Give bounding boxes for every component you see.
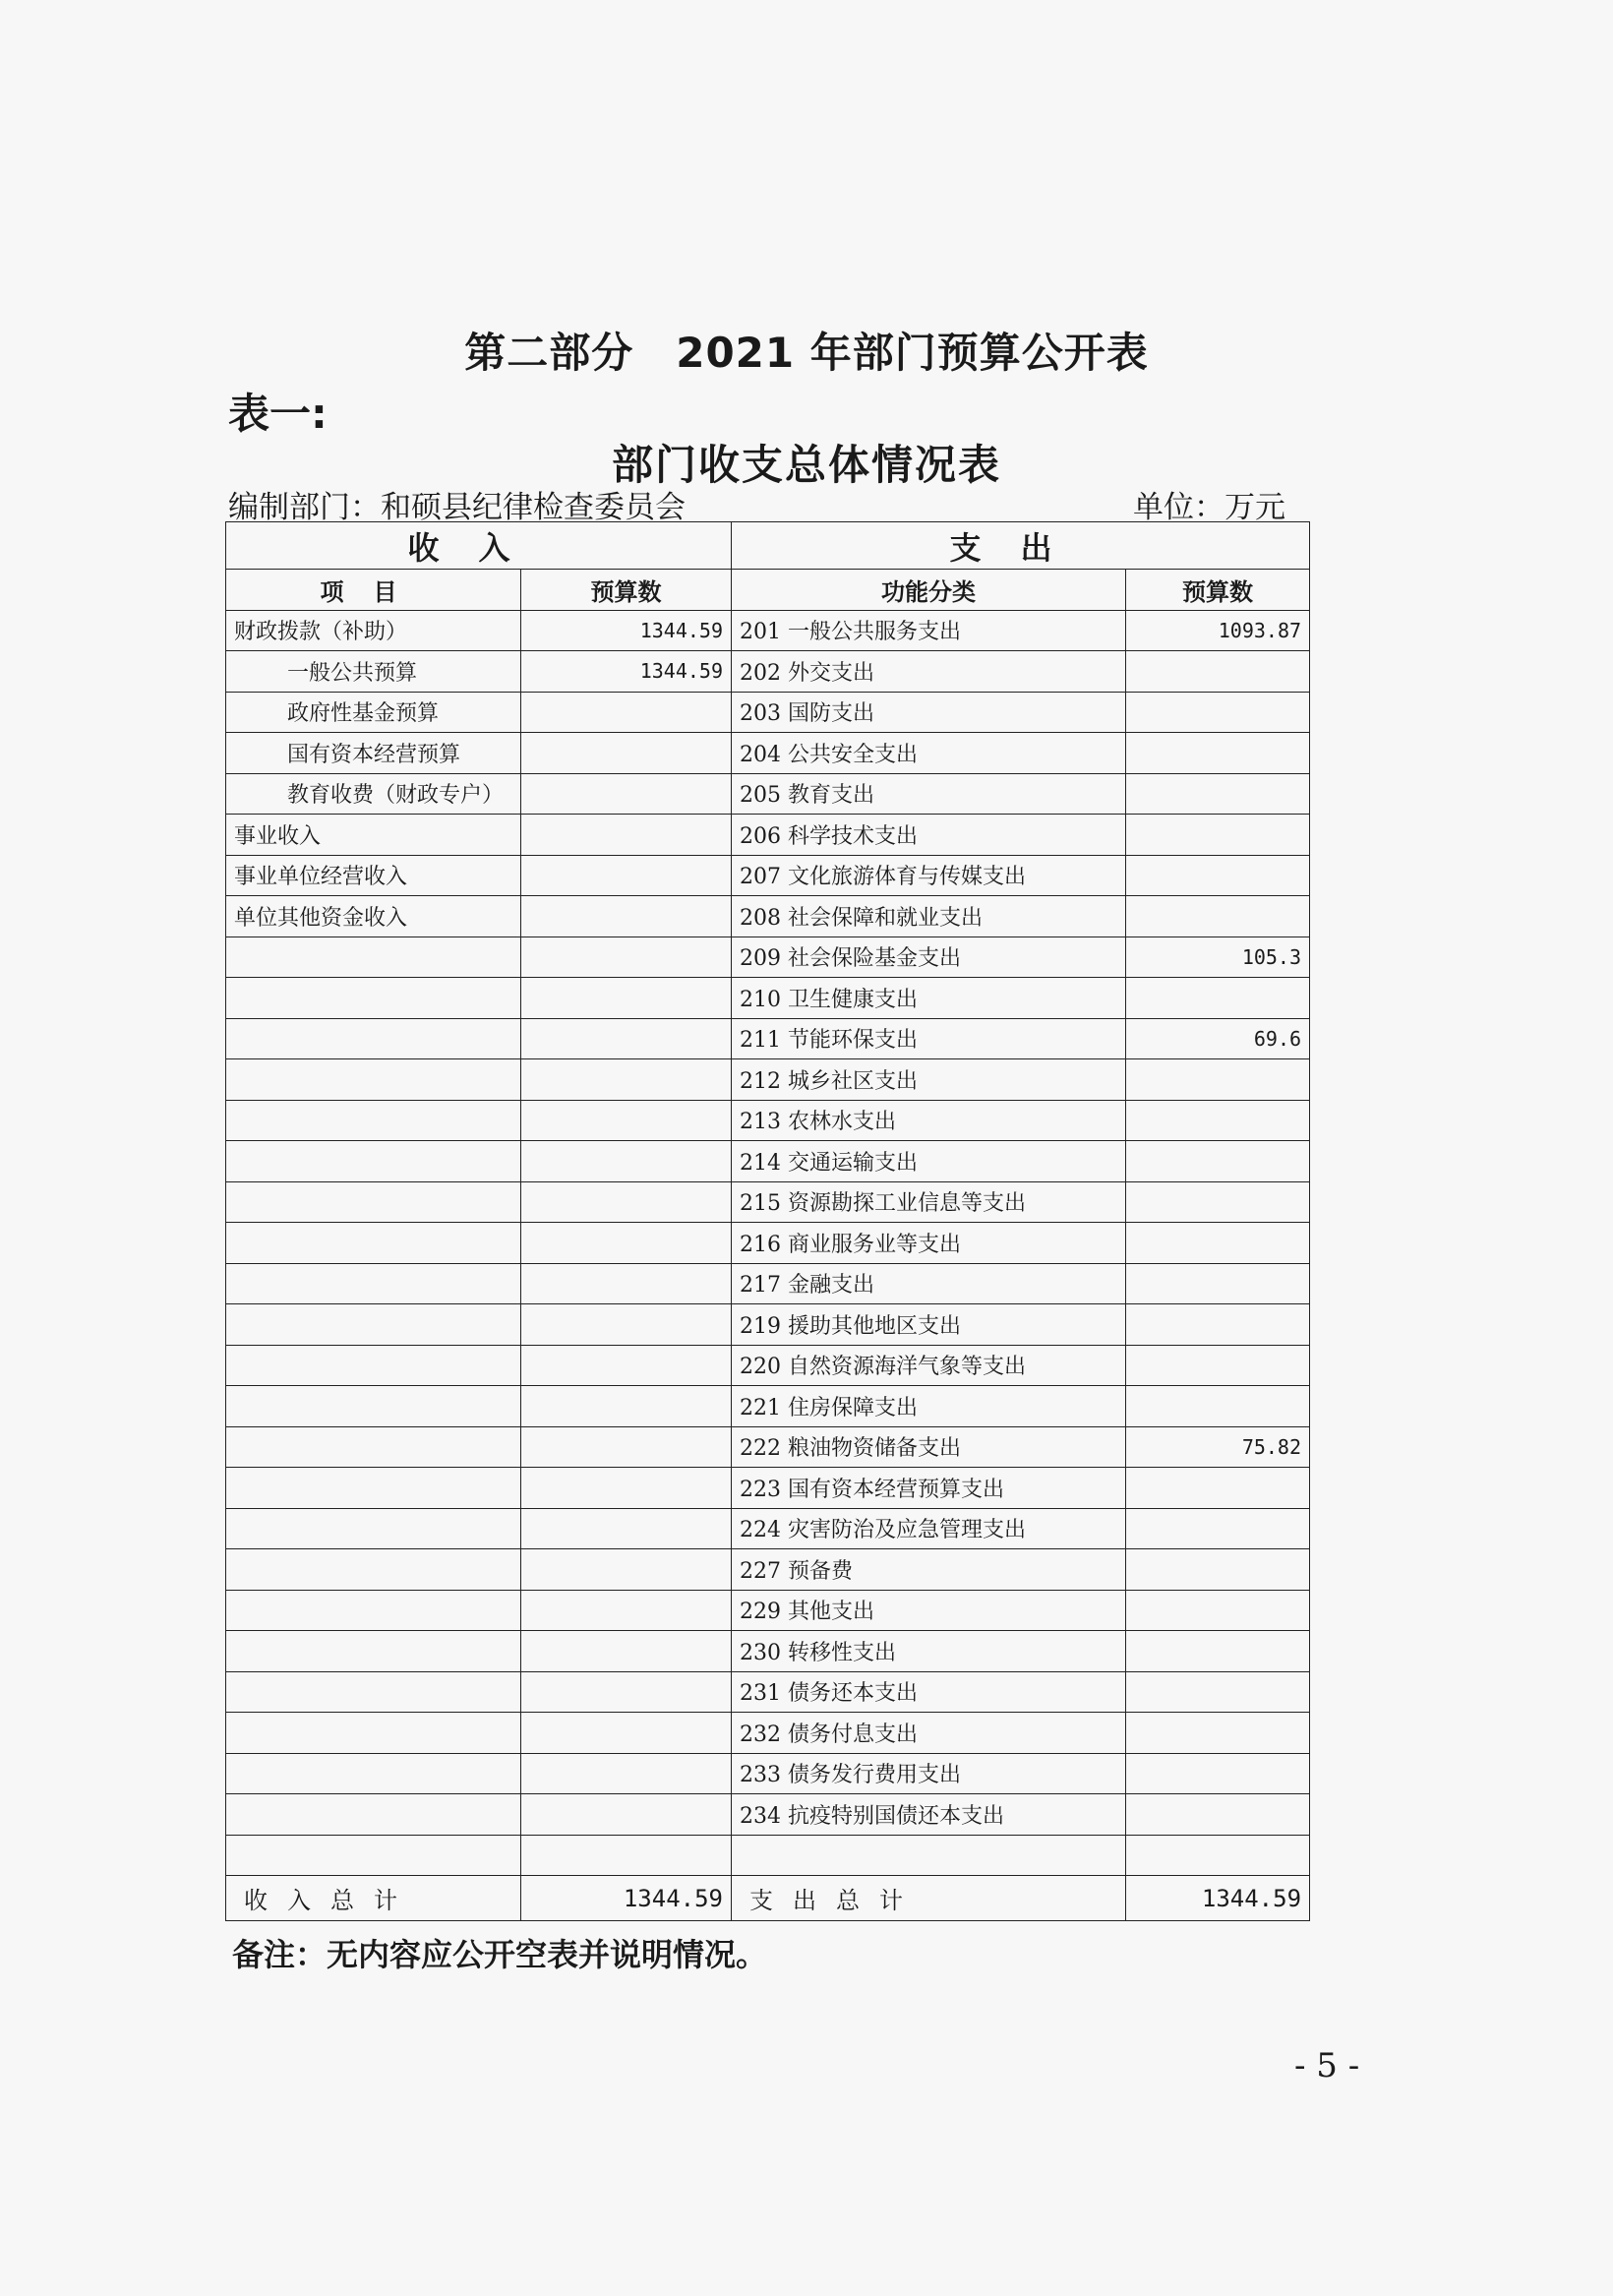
expense-amount-cell	[1126, 1059, 1310, 1101]
expense-amount-cell	[1126, 815, 1310, 856]
income-amount-cell: 1344.59	[521, 651, 732, 693]
table-row	[226, 815, 1310, 856]
expense-item-cell: 224 灾害防治及应急管理支出	[732, 1508, 1126, 1549]
expense-item-cell: 227 预备费	[732, 1549, 1126, 1591]
income-amount-cell	[521, 1141, 732, 1182]
income-amount-cell	[521, 1508, 732, 1549]
table-title: 部门收支总体情况表	[611, 441, 1001, 489]
income-amount-cell	[521, 1426, 732, 1468]
income-amount-cell	[521, 978, 732, 1019]
income-amount-cell	[521, 1671, 732, 1713]
footnote: 备注：无内容应公开空表并说明情况。	[232, 1936, 768, 1973]
income-item-cell	[226, 1468, 521, 1509]
table-row	[226, 1671, 1310, 1713]
income-item-cell: 国有资本经营预算	[226, 733, 521, 774]
expense-amount-cell	[1126, 1508, 1310, 1549]
income-amount-cell	[521, 773, 732, 815]
expense-item-cell: 230 转移性支出	[732, 1631, 1126, 1672]
expense-amount-cell	[1126, 896, 1310, 937]
expense-item-cell: 204 公共安全支出	[732, 733, 1126, 774]
income-amount-cell	[521, 896, 732, 937]
expense-amount-cell	[1126, 855, 1310, 896]
table-row	[226, 1018, 1310, 1059]
page-title: 第二部分 2021 年部门预算公开表	[464, 329, 1149, 377]
income-amount-cell	[521, 1794, 732, 1836]
income-item-cell	[226, 1141, 521, 1182]
income-amount-cell: 1344.59	[521, 610, 732, 651]
table-row	[226, 855, 1310, 896]
expense-amount-cell	[1126, 978, 1310, 1019]
income-amount-cell	[521, 692, 732, 733]
income-amount-cell	[521, 937, 732, 978]
expense-amount-cell: 1093.87	[1126, 610, 1310, 651]
col-header-budget-expense: 预算数	[1126, 570, 1310, 611]
income-amount-cell	[521, 1223, 732, 1264]
table-row	[226, 1223, 1310, 1264]
expense-total-label: 支出总计	[732, 1876, 1126, 1921]
income-item-cell: 一般公共预算	[226, 651, 521, 693]
income-item-cell	[226, 1794, 521, 1836]
table-row	[226, 1794, 1310, 1836]
col-header-item: 项目	[226, 570, 521, 611]
expense-amount-cell	[1126, 1345, 1310, 1386]
income-amount-cell	[521, 1263, 732, 1304]
expense-item-cell: 209 社会保险基金支出	[732, 937, 1126, 978]
expense-total-amount: 1344.59	[1126, 1876, 1310, 1921]
table-row	[226, 1590, 1310, 1631]
income-item-cell: 事业单位经营收入	[226, 855, 521, 896]
income-amount-cell	[521, 1181, 732, 1223]
income-total-amount: 1344.59	[521, 1876, 732, 1921]
table-row	[226, 1100, 1310, 1141]
table-row	[226, 1508, 1310, 1549]
income-item-cell	[226, 1508, 521, 1549]
income-amount-cell	[521, 1631, 732, 1672]
income-amount-cell	[521, 855, 732, 896]
expense-amount-cell	[1126, 1631, 1310, 1672]
income-item-cell	[226, 1223, 521, 1264]
col-header-budget: 预算数	[521, 570, 732, 611]
expense-item-cell: 216 商业服务业等支出	[732, 1223, 1126, 1264]
expense-item-cell: 205 教育支出	[732, 773, 1126, 815]
page-number: - 5 -	[1294, 2046, 1360, 2085]
income-amount-cell	[521, 1018, 732, 1059]
income-item-cell	[226, 1181, 521, 1223]
income-item-cell	[226, 1345, 521, 1386]
expense-item-cell: 233 债务发行费用支出	[732, 1753, 1126, 1794]
income-item-cell	[226, 1713, 521, 1754]
expense-section-header: 支出	[732, 522, 1310, 570]
income-amount-cell	[521, 1753, 732, 1794]
income-item-cell: 教育收费（财政专户）	[226, 773, 521, 815]
income-amount-cell	[521, 1386, 732, 1427]
income-item-cell	[226, 1753, 521, 1794]
income-item-cell: 财政拨款（补助）	[226, 610, 521, 651]
expense-amount-cell	[1126, 651, 1310, 693]
expense-item-cell	[732, 1835, 1126, 1876]
expense-amount-cell	[1126, 1223, 1310, 1264]
expense-item-cell: 217 金融支出	[732, 1263, 1126, 1304]
expense-item-cell: 207 文化旅游体育与传媒支出	[732, 855, 1126, 896]
income-item-cell: 事业收入	[226, 815, 521, 856]
expense-item-cell: 214 交通运输支出	[732, 1141, 1126, 1182]
expense-item-cell: 202 外交支出	[732, 651, 1126, 693]
table-row	[226, 937, 1310, 978]
table-row	[226, 610, 1310, 651]
income-amount-cell	[521, 1590, 732, 1631]
income-item-cell	[226, 1549, 521, 1591]
income-amount-cell	[521, 1059, 732, 1101]
income-total-label: 收入总计	[226, 1876, 521, 1921]
income-amount-cell	[521, 1304, 732, 1346]
income-item-cell	[226, 1263, 521, 1304]
income-item-cell	[226, 1304, 521, 1346]
expense-amount-cell	[1126, 733, 1310, 774]
section-header-row	[226, 522, 1310, 570]
table-row	[226, 1835, 1310, 1876]
income-item-cell: 政府性基金预算	[226, 692, 521, 733]
expense-amount-cell	[1126, 1590, 1310, 1631]
table-row	[226, 692, 1310, 733]
table-row	[226, 896, 1310, 937]
expense-item-cell: 229 其他支出	[732, 1590, 1126, 1631]
income-item-cell	[226, 1018, 521, 1059]
table-row	[226, 1059, 1310, 1101]
expense-amount-cell	[1126, 1549, 1310, 1591]
expense-item-cell: 222 粮油物资储备支出	[732, 1426, 1126, 1468]
expense-item-cell: 234 抗疫特别国债还本支出	[732, 1794, 1126, 1836]
table-row	[226, 1304, 1310, 1346]
budget-table	[225, 521, 1310, 1921]
income-amount-cell	[521, 1100, 732, 1141]
table-label: 表一:	[228, 390, 328, 438]
income-amount-cell	[521, 815, 732, 856]
expense-amount-cell	[1126, 1263, 1310, 1304]
income-item-cell	[226, 1386, 521, 1427]
table-row	[226, 1549, 1310, 1591]
col-header-function: 功能分类	[732, 570, 1126, 611]
expense-item-cell: 208 社会保障和就业支出	[732, 896, 1126, 937]
expense-amount-cell	[1126, 1671, 1310, 1713]
expense-amount-cell	[1126, 1794, 1310, 1836]
expense-amount-cell	[1126, 1835, 1310, 1876]
column-header-row	[226, 570, 1310, 611]
table-row	[226, 1345, 1310, 1386]
income-item-cell	[226, 937, 521, 978]
expense-item-cell: 221 住房保障支出	[732, 1386, 1126, 1427]
expense-item-cell: 215 资源勘探工业信息等支出	[732, 1181, 1126, 1223]
expense-amount-cell	[1126, 692, 1310, 733]
income-amount-cell	[521, 733, 732, 774]
income-item-cell	[226, 1426, 521, 1468]
expense-amount-cell: 75.82	[1126, 1426, 1310, 1468]
table-row	[226, 651, 1310, 693]
table-row	[226, 1631, 1310, 1672]
expense-item-cell: 201 一般公共服务支出	[732, 610, 1126, 651]
expense-amount-cell	[1126, 1468, 1310, 1509]
expense-item-cell: 203 国防支出	[732, 692, 1126, 733]
expense-item-cell: 213 农林水支出	[732, 1100, 1126, 1141]
expense-amount-cell	[1126, 1141, 1310, 1182]
expense-item-cell: 231 债务还本支出	[732, 1671, 1126, 1713]
expense-amount-cell: 69.6	[1126, 1018, 1310, 1059]
table-row	[226, 1468, 1310, 1509]
table-row	[226, 978, 1310, 1019]
income-item-cell	[226, 1631, 521, 1672]
expense-amount-cell	[1126, 1100, 1310, 1141]
expense-item-cell: 212 城乡社区支出	[732, 1059, 1126, 1101]
income-item-cell	[226, 1059, 521, 1101]
table-row	[226, 1713, 1310, 1754]
income-amount-cell	[521, 1468, 732, 1509]
expense-amount-cell	[1126, 1386, 1310, 1427]
income-amount-cell	[521, 1835, 732, 1876]
income-item-cell: 单位其他资金收入	[226, 896, 521, 937]
table-row	[226, 1753, 1310, 1794]
table-row	[226, 1141, 1310, 1182]
expense-item-cell: 220 自然资源海洋气象等支出	[732, 1345, 1126, 1386]
table-row	[226, 1386, 1310, 1427]
income-item-cell	[226, 1100, 521, 1141]
expense-amount-cell	[1126, 1713, 1310, 1754]
income-item-cell	[226, 1835, 521, 1876]
income-item-cell	[226, 1590, 521, 1631]
compiling-department: 编制部门：和硕县纪律检查委员会	[228, 490, 686, 525]
income-amount-cell	[521, 1713, 732, 1754]
income-section-header: 收入	[226, 522, 732, 570]
expense-item-cell: 206 科学技术支出	[732, 815, 1126, 856]
expense-item-cell: 223 国有资本经营预算支出	[732, 1468, 1126, 1509]
expense-amount-cell	[1126, 1181, 1310, 1223]
unit-label: 单位：万元	[1133, 490, 1285, 525]
expense-amount-cell	[1126, 1304, 1310, 1346]
income-amount-cell	[521, 1345, 732, 1386]
expense-item-cell: 219 援助其他地区支出	[732, 1304, 1126, 1346]
table-row	[226, 1426, 1310, 1468]
table-row	[226, 1263, 1310, 1304]
expense-amount-cell	[1126, 1753, 1310, 1794]
expense-amount-cell	[1126, 773, 1310, 815]
income-item-cell	[226, 1671, 521, 1713]
expense-item-cell: 232 债务付息支出	[732, 1713, 1126, 1754]
income-item-cell	[226, 978, 521, 1019]
table-row	[226, 773, 1310, 815]
expense-item-cell: 211 节能环保支出	[732, 1018, 1126, 1059]
table-row	[226, 733, 1310, 774]
table-row	[226, 1181, 1310, 1223]
income-amount-cell	[521, 1549, 732, 1591]
total-row	[226, 1876, 1310, 1921]
expense-amount-cell: 105.3	[1126, 937, 1310, 978]
expense-item-cell: 210 卫生健康支出	[732, 978, 1126, 1019]
